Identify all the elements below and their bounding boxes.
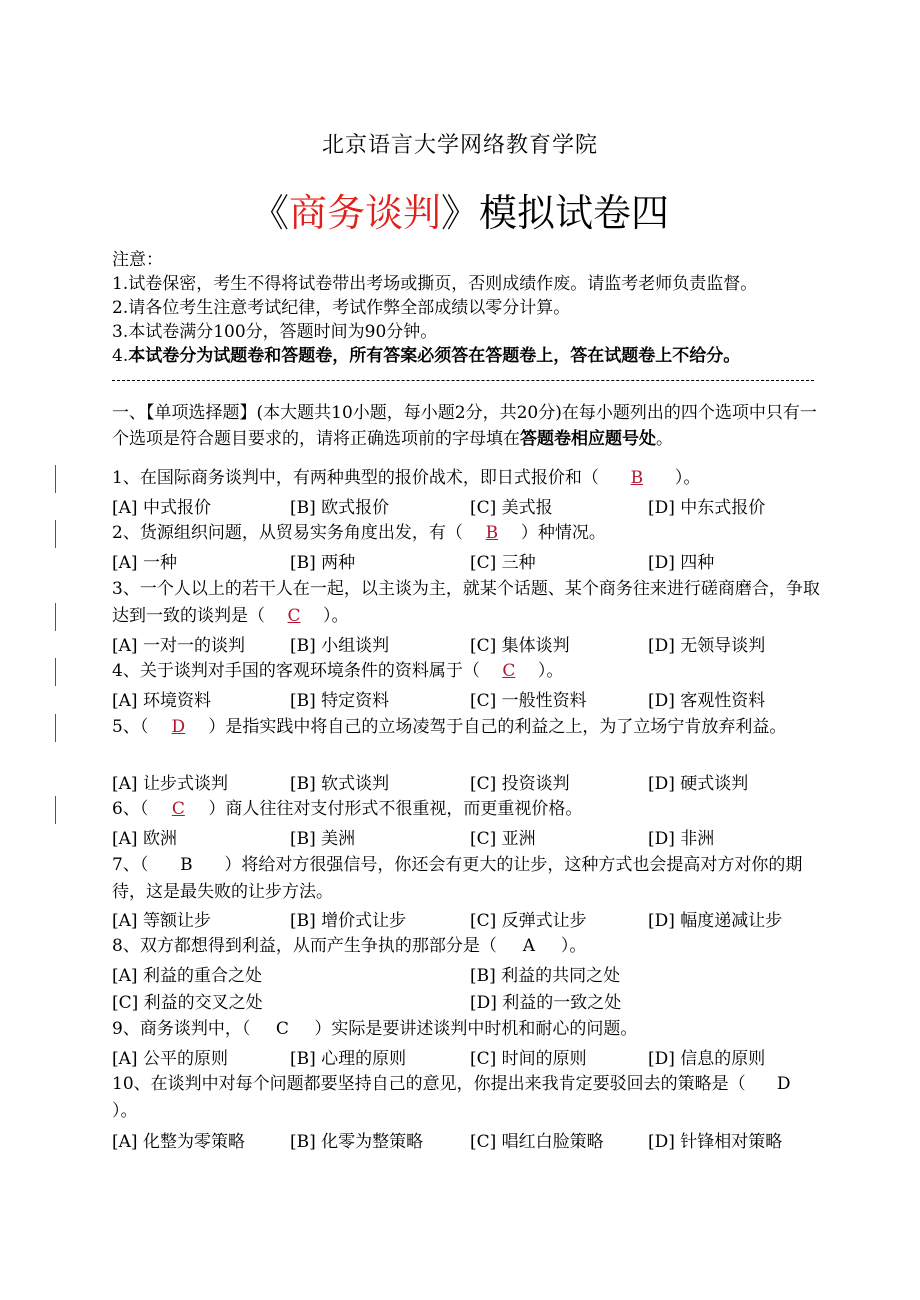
option: [D] 非洲	[648, 829, 715, 849]
question	[112, 714, 822, 741]
note-item	[112, 344, 832, 368]
divider	[112, 380, 814, 381]
margin-mark	[55, 658, 56, 686]
question-text: 1、在国际商务谈判中，有两种典型的报价战术，即日式报价和（	[112, 468, 599, 488]
options-row	[112, 1127, 822, 1154]
option: [C] 反弹式让步	[470, 911, 587, 931]
options-row	[112, 631, 822, 658]
title-prefix: 《	[250, 191, 289, 235]
option: [B] 特定资料	[290, 691, 390, 711]
option: [A] 中式报价	[112, 498, 211, 518]
question-text-end: ）将给对方很强信号，你还会有更大的让步，这种方式也会提高对方对你的期待，这是最失败的让步方法。	[112, 855, 803, 902]
section-text: 一、【单项选择题】(本大题共10小题，每小题2分，共20分)在每小题列出的四个选项中只有一个选项是符合题目要求的，请将正确选项前的字母填在	[112, 403, 817, 449]
option: [B] 软式谈判	[290, 774, 390, 794]
question-text-end: ）实际是要讲述谈判中时机和耐心的问题。	[314, 1019, 638, 1039]
question-text-end: ）。	[560, 936, 587, 956]
question-text-end: ）。	[537, 661, 564, 681]
option: [B] 欧式报价	[290, 498, 390, 518]
options-row	[112, 1044, 822, 1071]
options-row	[112, 686, 822, 713]
answer: C	[502, 661, 516, 681]
options-row	[112, 769, 822, 796]
question	[112, 933, 822, 960]
question-text: 6、（	[112, 799, 149, 819]
option: [A] 欧洲	[112, 829, 177, 849]
note-item: 3.本试卷满分100分，答题时间为90分钟。	[112, 322, 438, 342]
option: [D] 中东式报价	[648, 498, 766, 518]
option: [D] 无领导谈判	[648, 636, 766, 656]
note-item-bold: 本试卷分为试题卷和答题卷，所有答案必须答在答题卷上，答在试题卷上不给分。	[128, 346, 741, 366]
option: [D] 四种	[648, 553, 715, 573]
answer: D	[776, 1074, 791, 1094]
question	[112, 796, 822, 823]
margin-mark	[55, 714, 56, 742]
question	[112, 852, 822, 906]
question-text-end: ）是指实践中将自己的立场凌驾于自己的利益之上，为了立场宁肯放弃利益。	[208, 717, 787, 737]
option: [B] 美洲	[290, 829, 356, 849]
option: [D] 幅度递减让步	[648, 911, 783, 931]
option: [A] 一对一的谈判	[112, 636, 245, 656]
option: [C] 投资谈判	[470, 774, 570, 794]
note-item: 1.试卷保密，考生不得将试卷带出考场或撕页，否则成绩作废。请监考老师负责监督。	[112, 274, 758, 294]
question-text-end: ）种情况。	[520, 523, 606, 543]
question-text: 4、关于谈判对手国的客观环境条件的资料属于（	[112, 661, 480, 681]
question-text: 3、一个人以上的若干人在一起，以主谈为主，就某个话题、某个商务往来进行磋商磨合，争取达到一致的谈判是（	[112, 579, 820, 626]
option: [B] 利益的共同之处	[470, 966, 621, 986]
answer: C	[275, 1019, 289, 1039]
option: [D] 信息的原则	[648, 1049, 766, 1069]
option: [D] 针锋相对策略	[648, 1132, 783, 1152]
question	[112, 1071, 822, 1125]
notes-heading: 注意：	[112, 250, 163, 270]
option: [D] 硬式谈判	[648, 774, 749, 794]
answer: B	[485, 523, 499, 543]
option: [A] 利益的重合之处	[112, 966, 262, 986]
question-text-end: ）。	[112, 1101, 138, 1121]
question-text: 10、在谈判中对每个问题都要坚持自己的意见，你提出来我肯定要驳回去的策略是（	[112, 1074, 746, 1094]
section-end: 。	[656, 429, 673, 449]
exam-title	[0, 182, 920, 237]
question-text: 9、商务谈判中，（	[112, 1019, 251, 1039]
answer: B	[630, 468, 644, 488]
section-heading	[112, 400, 822, 452]
title-suffix: 》模拟试卷四	[441, 191, 670, 235]
question-text-end: ）商人往往对支付形式不很重视，而更重视价格。	[208, 799, 583, 819]
option: [C] 唱红白脸策略	[470, 1132, 604, 1152]
question-text: 5、（	[112, 717, 149, 737]
question-text-end: ）。	[674, 468, 701, 488]
title-course: 商务谈判	[288, 191, 441, 235]
question	[112, 576, 822, 630]
options-row	[112, 493, 822, 520]
question-text: 2、货源组织问题，从贸易实务角度出发，有（	[112, 523, 463, 543]
option: [B] 化零为整策略	[290, 1132, 424, 1152]
note-item-prefix: 4.	[112, 346, 129, 366]
option: [D] 利益的一致之处	[470, 993, 622, 1013]
option: [C] 利益的交叉之处	[112, 993, 263, 1013]
question-text: 8、双方都想得到利益，从而产生争执的那部分是（	[112, 936, 497, 956]
option: [C] 时间的原则	[470, 1049, 587, 1069]
school-name: 北京语言大学网络教育学院	[321, 133, 598, 158]
margin-mark	[55, 520, 56, 548]
margin-mark	[55, 796, 56, 824]
option: [B] 心理的原则	[290, 1049, 407, 1069]
option: [A] 化整为零策略	[112, 1132, 245, 1152]
option: [A] 让步式谈判	[112, 774, 228, 794]
option: [B] 小组谈判	[290, 636, 390, 656]
option: [A] 一种	[112, 553, 177, 573]
margin-mark	[55, 603, 56, 631]
answer: D	[171, 717, 186, 737]
answer: C	[171, 799, 185, 819]
options-row	[112, 824, 822, 851]
question	[112, 1016, 822, 1043]
answer: A	[522, 936, 535, 956]
option: [A] 等额让步	[112, 911, 211, 931]
option: [B] 两种	[290, 553, 356, 573]
exam-notes	[112, 248, 832, 368]
answer: C	[287, 606, 301, 626]
option: [C] 亚洲	[470, 829, 536, 849]
section-bold: 答题卷相应题号处	[520, 429, 656, 449]
option: [A] 环境资料	[112, 691, 211, 711]
option: [D] 客观性资料	[648, 691, 766, 711]
question	[112, 465, 822, 492]
question-text: 7、（	[112, 855, 149, 875]
option: [C] 一般性资料	[470, 691, 587, 711]
option: [C] 集体谈判	[470, 636, 570, 656]
options-row	[112, 548, 822, 575]
answer: B	[180, 855, 193, 875]
option: [B] 增价式让步	[290, 911, 407, 931]
options-row	[112, 906, 822, 933]
option: [C] 三种	[470, 553, 536, 573]
question	[112, 658, 822, 685]
option: [A] 公平的原则	[112, 1049, 228, 1069]
question	[112, 520, 822, 547]
question-text-end: ）。	[323, 606, 349, 626]
options-row	[112, 961, 822, 988]
note-item: 2.请各位考生注意考试纪律，考试作弊全部成绩以零分计算。	[112, 298, 571, 318]
options-row	[112, 988, 822, 1015]
margin-mark	[55, 465, 56, 493]
option: [C] 美式报	[470, 498, 553, 518]
